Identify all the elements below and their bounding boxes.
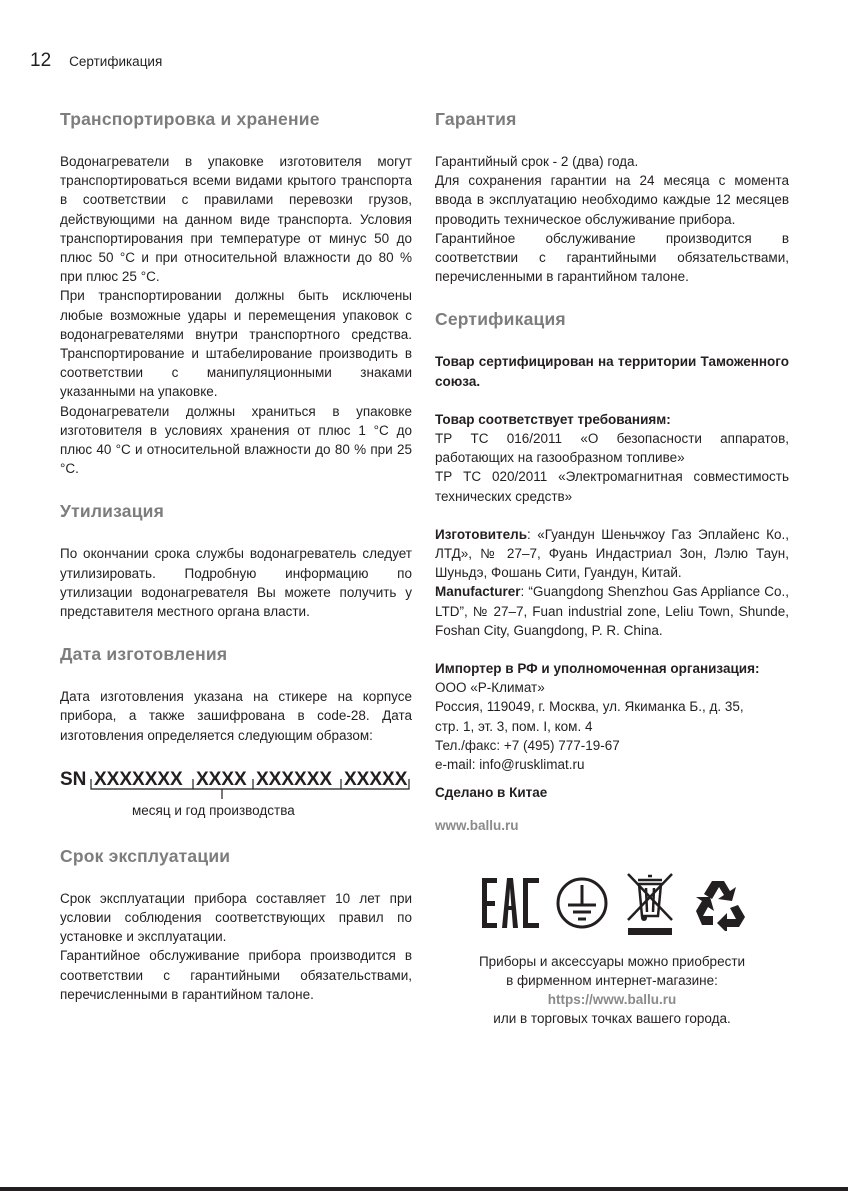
importer-email: e-mail: info@rusklimat.ru — [435, 757, 585, 773]
shop-link[interactable]: https://www.ballu.ru — [547, 992, 677, 1008]
sn-group-3: XXXXXX — [256, 768, 333, 790]
header-section-title: Сертификация — [69, 54, 163, 69]
manufacture-date-paragraph: Дата изготовления указана на стикере на корпусе прибора, а также зашифрована в code-28. Дата изготовления определяется следующим образом: — [60, 689, 412, 743]
importer-line-2: Россия, 119049, г. Москва, ул. Якиманка Б., д. 35, — [435, 699, 744, 715]
transport-section — [60, 108, 412, 478]
bottom-rule — [0, 1187, 848, 1191]
sn-group-1: XXXXXXX — [94, 768, 183, 790]
purchase-line-2: в фирменном интернет-магазине: — [506, 972, 718, 988]
disposal-heading: Утилизация — [60, 501, 165, 522]
warranty-paragraph-2: Для сохранения гарантии на 24 месяца с момента ввода в эксплуатацию необходимо каждые 12 месяцев проводить техническое обслуживание прибора. — [435, 173, 789, 227]
left-column — [60, 108, 412, 1026]
purchase-info — [435, 952, 789, 1029]
service-life-paragraph-2: Гарантийное обслуживание прибора производится в соответствии с гарантийными обязательствами, перечисленными в гарантийном талоне. — [60, 948, 412, 1002]
earth-ground-icon — [554, 875, 610, 931]
transport-paragraph-3: Водонагреватели должны храниться в упаковке изготовителя в условиях хранения от плюс 1 °С до плюс 40 °С и относительной влажности до 80 % при 25 °С. — [60, 403, 412, 477]
purchase-line-3: или в торговых точках вашего города. — [493, 1011, 731, 1027]
page-header — [30, 50, 162, 74]
sn-group-2: XXXX — [196, 768, 247, 790]
disposal-section — [60, 500, 412, 621]
eac-mark-icon — [480, 874, 542, 932]
warranty-paragraph-1: Гарантийный срок - 2 (два) года. — [435, 154, 639, 169]
importer-line-3: стр. 1, эт. 3, пом. I, ком. 4 — [435, 718, 593, 734]
importer-line-4: Тел./факс: +7 (495) 777-19-67 — [435, 737, 620, 753]
website-link[interactable]: www.ballu.ru — [435, 818, 519, 834]
manufacturer-text: : “Guangdong Shenzhou Gas Appliance Co., LTD”, № 27–7, Fuan industrial zone, Leliu Town, Shunde, Foshan City, Guangdong, P. R. China. — [435, 584, 789, 638]
sn-caption: месяц и год производства — [132, 802, 295, 818]
certification-marks — [441, 868, 789, 938]
crossed-bin-icon — [622, 868, 678, 938]
manufacturer-paragraph — [435, 582, 789, 640]
maker-paragraph — [435, 525, 789, 583]
requirement-1: ТР ТС 016/2011 «О безопасности аппаратов, работающих на газообразном топливе» — [435, 431, 789, 466]
serial-number-diagram — [60, 747, 412, 837]
sn-group-4: XXXXX — [344, 768, 408, 790]
made-in-label: Сделано в Китае — [435, 785, 548, 801]
service-life-section — [60, 845, 412, 1004]
requirements-label: Товар соответствует требованиям: — [435, 411, 671, 427]
manufacture-date-section — [60, 643, 412, 837]
certification-heading: Сертификация — [435, 309, 566, 330]
serial-number-svg — [60, 747, 412, 807]
maker-label: Изготовитель — [435, 526, 528, 542]
service-life-heading: Срок эксплуатации — [60, 845, 231, 866]
transport-paragraph-2: При транспортировании должны быть исключены любые возможные удары и перемещения упаковок с водонагревателями внутри транспортного средства. Транспортирование и штабелирование производить в соответствии с манипуляционными знаками указанными на упаковке. — [60, 288, 412, 400]
disposal-paragraph: По окончании срока службы водонагреватель следует утилизировать. Подробную информацию по утилизации водонагревателя Вы можете получить у представителя местного органа власти. — [60, 546, 412, 620]
importer-line-1: ООО «Р-Климат» — [435, 680, 545, 696]
importer-label: Импортер в РФ и уполномоченная организация: — [435, 661, 760, 677]
sn-prefix: SN — [60, 768, 87, 790]
service-life-paragraph-1: Срок эксплуатации прибора составляет 10 лет при условии соблюдения соответствующих правил по установке и эксплуатации. — [60, 890, 412, 945]
certification-section — [435, 308, 789, 835]
requirement-2: ТР ТС 020/2011 «Электромагнитная совместимость технических средств» — [435, 469, 789, 504]
manufacture-date-heading: Дата изготовления — [60, 644, 228, 665]
manufacturer-label: Manufacturer — [435, 584, 521, 600]
recycle-icon — [690, 875, 750, 931]
certified-statement: Товар сертифицирован на территории Таможенного союза. — [435, 354, 789, 389]
transport-paragraph-1: Водонагреватели в упаковке изготовителя могут транспортироваться всеми видами крытого транспорта в соответствии с правилами перевозки грузов, действующими на данном виде транспорта. Условия транспортирования при температуре от минус 50 до плюс 50 °С и при относительной влажности до 80 % при плюс 25 °С. — [60, 154, 412, 285]
purchase-line-1: Приборы и аксессуары можно приобрести — [478, 953, 746, 969]
warranty-heading: Гарантия — [435, 109, 517, 129]
right-column — [435, 108, 789, 1029]
warranty-paragraph-3: Гарантийное обслуживание производится в соответствии с гарантийными обязательствами, перечисленными в гарантийном талоне. — [435, 230, 789, 285]
page-number: 12 — [30, 50, 52, 71]
maker-text: : «Гуандун Шеньчжоу Газ Эплайенс Ко., ЛТД», № 27–7, Фуань Индастриал Зон, Лэлю Таун, Шуньдэ, Фошань Сити, Гуандун, Китай. — [435, 526, 789, 581]
warranty-section — [435, 108, 789, 286]
transport-heading: Транспортировка и хранение — [60, 109, 320, 129]
